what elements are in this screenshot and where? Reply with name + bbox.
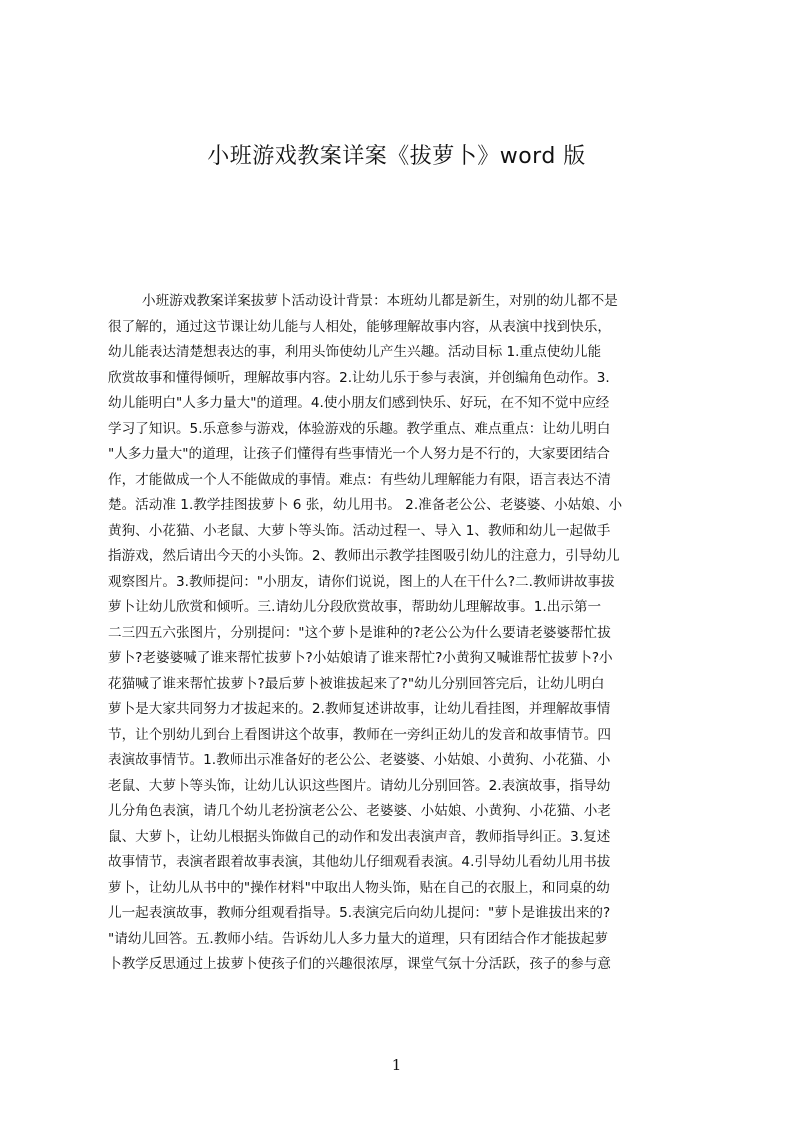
- body-line: 楚。活动准 1.教学挂图拔萝卜 6 张，幼儿用书。 2.准备老公公、老婆婆、小姑娘、小: [108, 497, 623, 513]
- page-number: 1: [391, 1056, 402, 1074]
- body-line: 幼儿能明白"人多力量大"的道理。4.使小朋友们感到快乐、好玩，在不知不觉中应经: [108, 395, 610, 411]
- body-line: 萝卜是大家共同努力才拔起来的。2.教师复述讲故事，让幼儿看挂图，并理解故事情: [108, 701, 611, 717]
- body-line: 故事情节，表演者跟着故事表演，其他幼儿仔细观看表演。4.引导幼儿看幼儿用书拔: [108, 854, 611, 870]
- body-line: 幼儿能表达清楚想表达的事，利用头饰使幼儿产生兴趣。活动目标 1.重点使幼儿能: [108, 344, 602, 360]
- body-line: 萝卜，让幼儿从书中的"操作材料"中取出人物头饰，贴在自己的衣服上，和同桌的幼: [108, 879, 610, 896]
- body-line: 节，让个别幼儿到台上看图讲这个故事，教师在一旁纠正幼儿的发音和故事情节。四: [108, 726, 611, 743]
- body-line: 小班游戏教案详案拔萝卜活动设计背景：本班幼儿都是新生，对别的幼儿都不是: [142, 293, 618, 309]
- body-line: 表演故事情节。1.教师出示准备好的老公公、老婆婆、小姑娘、小黄狗、小花猫、小: [108, 752, 611, 768]
- body-line: 学习了知识。5.乐意参与游戏，体验游戏的乐趣。教学重点、难点重点：让幼儿明白: [108, 420, 611, 437]
- body-line: "人多力量大"的道理，让孩子们懂得有些事情光一个人努力是不行的，大家要团结合: [108, 446, 610, 462]
- body-line: 花猫喊了谁来帮忙拔萝卜?最后萝卜被谁拔起来了?"幼儿分别回答完后，让幼儿明白: [108, 675, 605, 692]
- body-line: 黄狗、小花猫、小老鼠、大萝卜等头饰。活动过程一、导入 1、教师和幼儿一起做手: [108, 522, 611, 539]
- body-line: 儿分角色表演，请几个幼儿老扮演老公公、老婆婆、小姑娘、小黄狗、小花猫、小老: [108, 803, 611, 819]
- body-line: 萝卜?老婆婆喊了谁来帮忙拔萝卜?小姑娘请了谁来帮忙?小黄狗又喊谁帮忙拔萝卜?小: [108, 650, 613, 666]
- body-line: "请幼儿回答。五.教师小结。告诉幼儿人多力量大的道理，只有团结合作才能拔起萝: [108, 930, 608, 947]
- body-line: 萝卜让幼儿欣赏和倾听。三.请幼儿分段欣赏故事，帮助幼儿理解故事。1.出示第一: [108, 599, 602, 615]
- body-line: 观察图片。3.教师提问："小朋友，请你们说说，图上的人在干什么?二.教师讲故事拔: [108, 573, 615, 590]
- body-line: 二三四五六张图片，分别提问："这个萝卜是谁种的?老公公为什么要请老婆婆帮忙拔: [108, 624, 611, 641]
- body-line: 鼠、大萝卜，让幼儿根据头饰做自己的动作和发出表演声音，教师指导纠正。3.复述: [108, 828, 611, 845]
- body-line: 很了解的，通过这节课让幼儿能与人相处，能够理解故事内容，从表演中找到快乐，: [108, 318, 611, 335]
- body-line: 儿一起表演故事，教师分组观看指导。5.表演完后向幼儿提问："萝卜是谁拔出来的?: [108, 905, 611, 921]
- body-line: 卜教学反思通过上拔萝卜使孩子们的兴趣很浓厚，课堂气氛十分活跃，孩子的参与意: [108, 956, 611, 972]
- document-body: [108, 289, 698, 978]
- body-line: 欣赏故事和懂得倾听，理解故事内容。2.让幼儿乐于参与表演，并创编角色动作。3.: [108, 369, 610, 386]
- body-line: 老鼠、大萝卜等头饰，让幼儿认识这些图片。请幼儿分别回答。2.表演故事，指导幼: [108, 777, 611, 794]
- document-title: 小班游戏教案详案《拔萝卜》word 版: [207, 144, 586, 169]
- body-line: 指游戏，然后请出今天的小头饰。2、教师出示教学挂图吸引幼儿的注意力，引导幼儿: [108, 548, 620, 564]
- body-line: 作，才能做成一个人不能做成的事情。难点：有些幼儿理解能力有限，语言表达不清: [108, 471, 611, 488]
